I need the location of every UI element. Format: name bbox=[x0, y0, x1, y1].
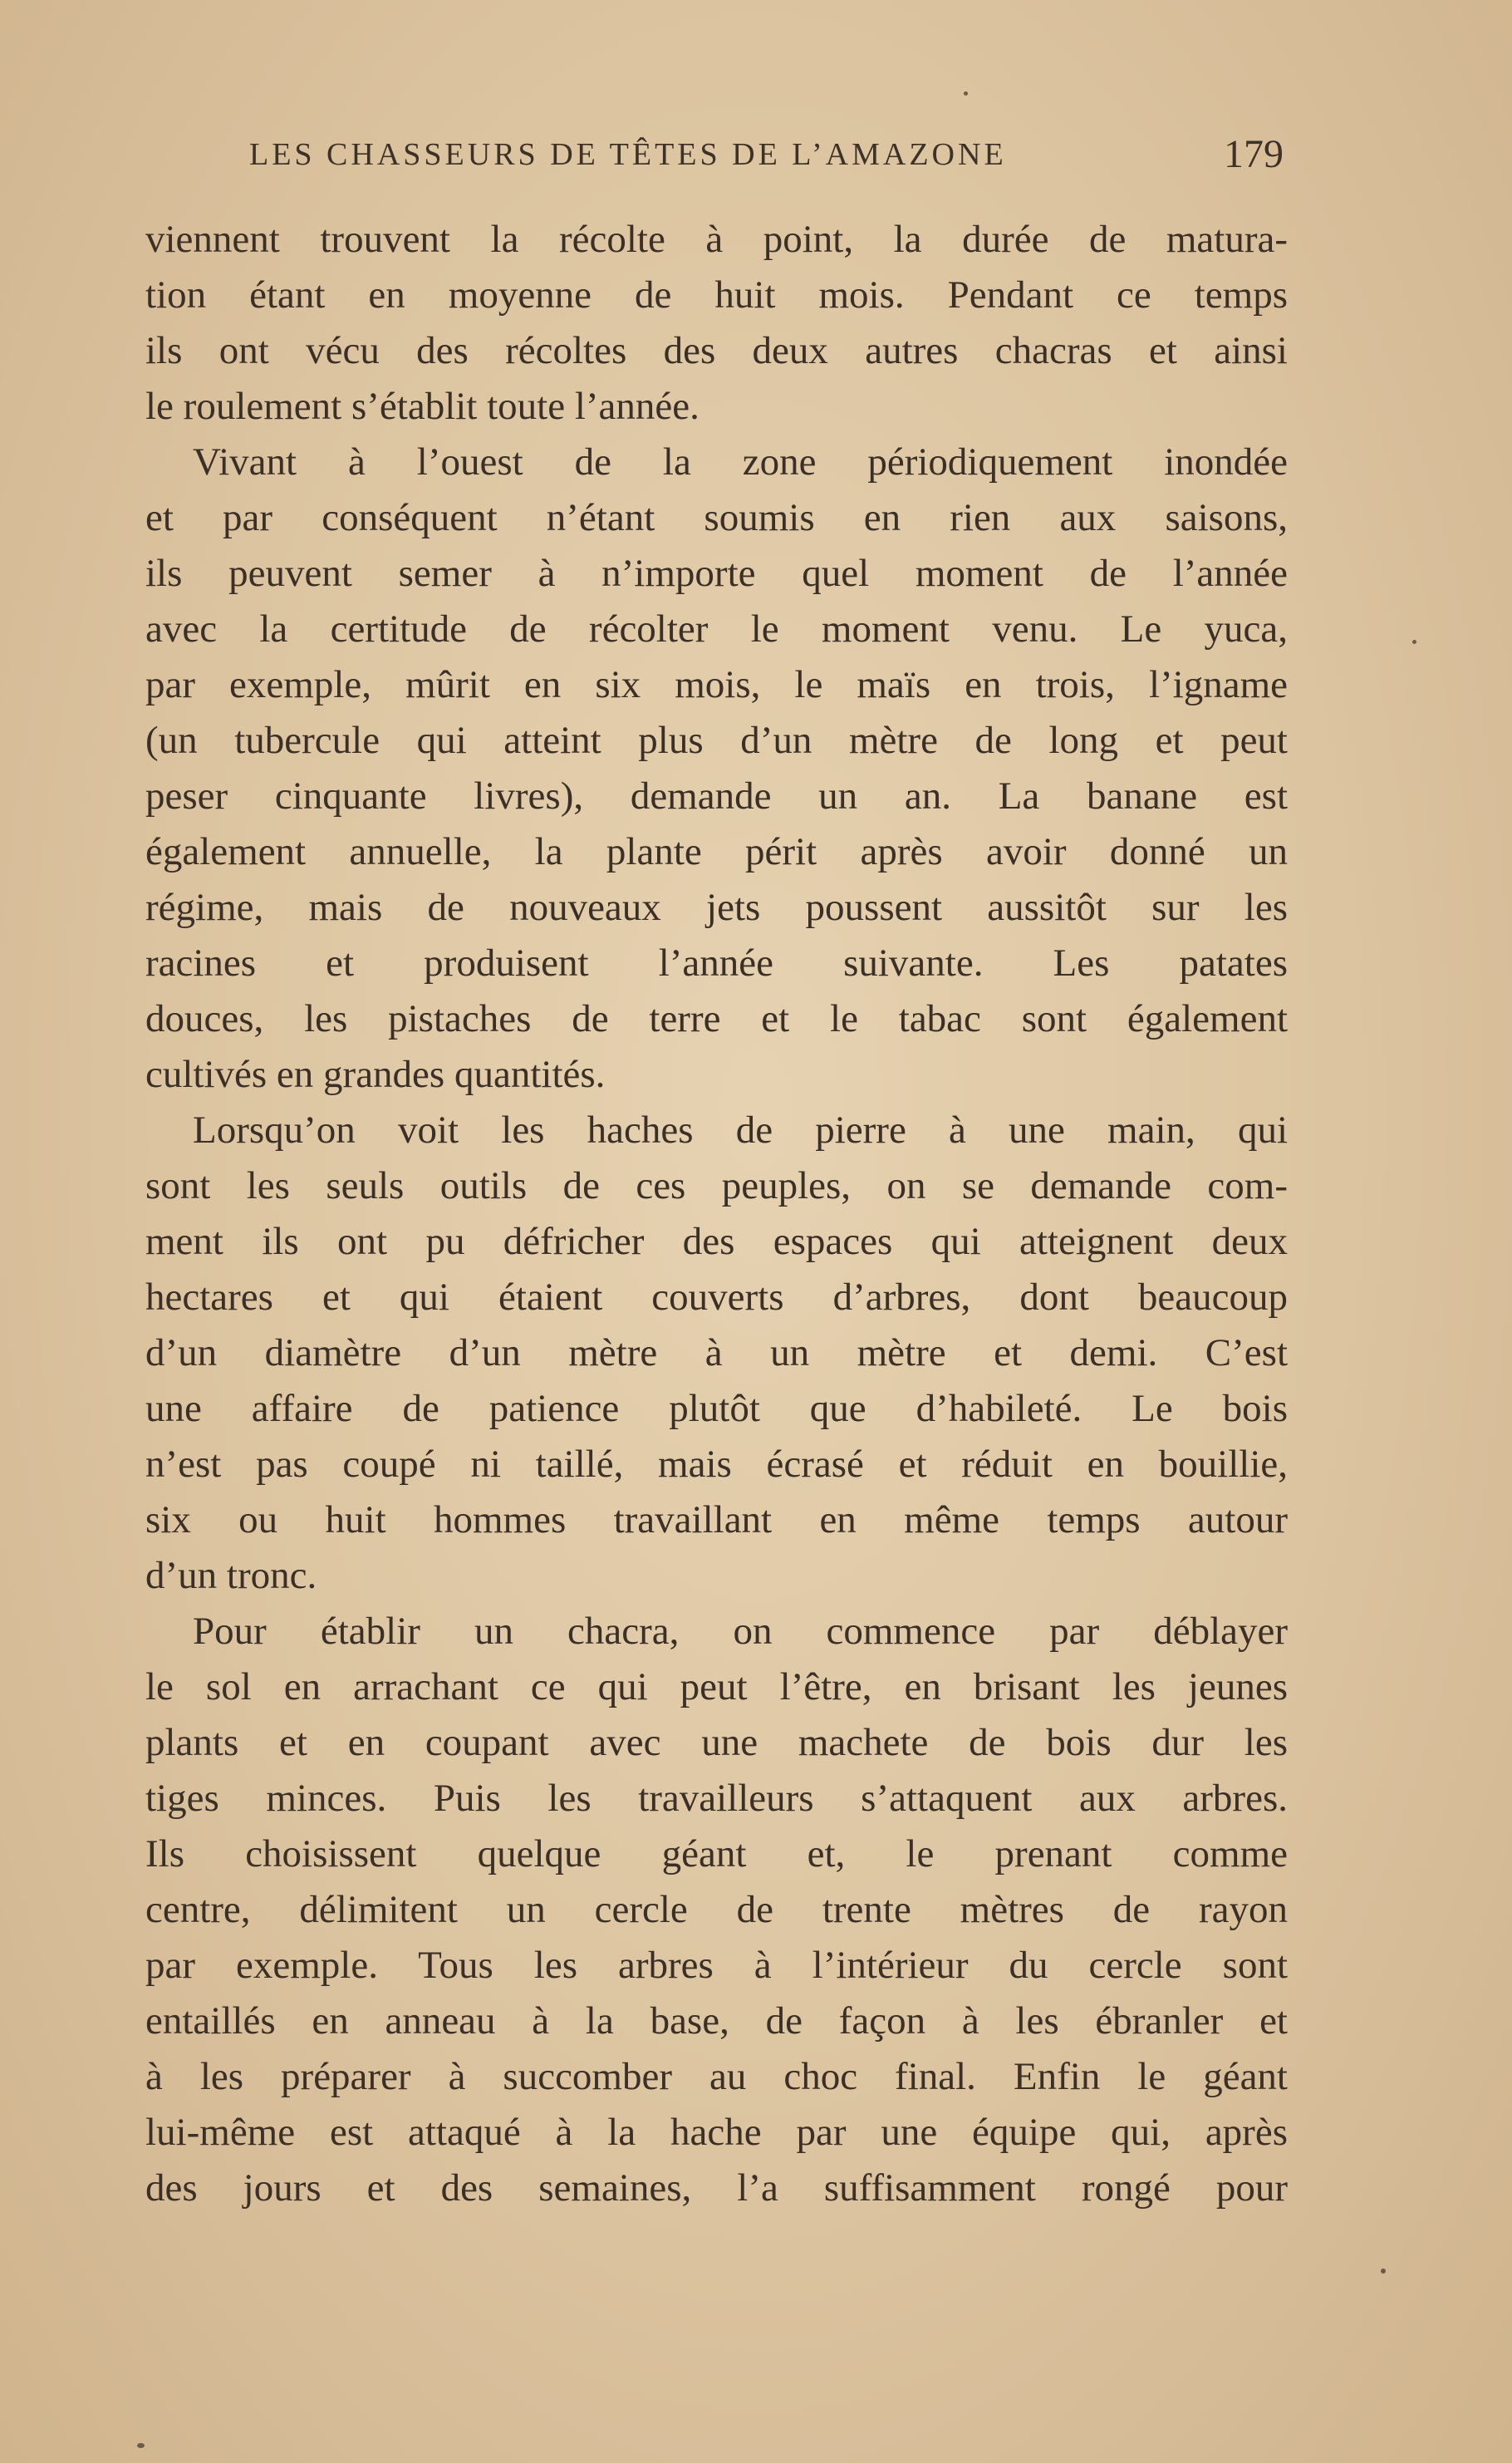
text-line: par exemple. Tous les arbres à l’intérieur du cercle sont bbox=[145, 1944, 1288, 1987]
text-line: douces, les pistaches de terre et le tabac sont également bbox=[145, 997, 1288, 1040]
text-line: ils ont vécu des récoltes des deux autres chacras et ainsi bbox=[145, 329, 1288, 372]
paragraph-first-line: Lorsqu’on voit les haches de pierre à une main, qui bbox=[193, 1109, 1288, 1152]
text-line: six ou huit hommes travaillant en même temps autour bbox=[145, 1498, 1288, 1541]
paper-speck bbox=[137, 2443, 145, 2448]
text-line: hectares et qui étaient couverts d’arbres, dont beaucoup bbox=[145, 1276, 1288, 1319]
text-line: plants et en coupant avec une machete de bois dur les bbox=[145, 1721, 1288, 1764]
text-line: entaillés en anneau à la base, de façon à les ébranler et bbox=[145, 1999, 1288, 2043]
text-line: Ils choisissent quelque géant et, le prenant comme bbox=[145, 1832, 1288, 1876]
text-line: une affaire de patience plutôt que d’habileté. Le bois bbox=[145, 1387, 1288, 1430]
text-line: racines et produisent l’année suivante. Les patates bbox=[145, 941, 1288, 985]
text-line: avec la certitude de récolter le moment venu. Le yuca, bbox=[145, 607, 1288, 651]
text-line: ils peuvent semer à n’importe quel moment de l’année bbox=[145, 552, 1288, 595]
text-line: n’est pas coupé ni taillé, mais écrasé et réduit en bouillie, bbox=[145, 1443, 1288, 1486]
paragraph-first-line: Vivant à l’ouest de la zone périodiquement inondée bbox=[193, 440, 1288, 484]
text-line: sont les seuls outils de ces peuples, on se demande com- bbox=[145, 1164, 1288, 1207]
text-line: régime, mais de nouveaux jets poussent aussitôt sur les bbox=[145, 886, 1288, 929]
text-line: (un tubercule qui atteint plus d’un mètre de long et peut bbox=[145, 719, 1288, 762]
text-line: le roulement s’établit toute l’année. bbox=[145, 385, 700, 428]
paper-speck bbox=[1412, 640, 1416, 644]
text-line: à les préparer à succomber au choc final. Enfin le géant bbox=[145, 2055, 1288, 2098]
text-line: ment ils ont pu défricher des espaces qui atteignent deux bbox=[145, 1220, 1288, 1263]
text-line: peser cinquante livres), demande un an. La banane est bbox=[145, 774, 1288, 818]
text-line: tiges minces. Puis les travailleurs s’attaquent aux arbres. bbox=[145, 1777, 1288, 1820]
running-head bbox=[249, 131, 1284, 181]
text-line: également annuelle, la plante périt après avoir donné un bbox=[145, 830, 1288, 873]
page-number: 179 bbox=[1224, 132, 1284, 176]
text-line: lui-même est attaqué à la hache par une équipe qui, après bbox=[145, 2111, 1288, 2154]
text-line: viennent trouvent la récolte à point, la durée de matura- bbox=[145, 218, 1288, 261]
text-line: centre, délimitent un cercle de trente mètres de rayon bbox=[145, 1888, 1288, 1931]
text-line: cultivés en grandes quantités. bbox=[145, 1053, 606, 1096]
text-line: des jours et des semaines, l’a suffisamment rongé pour bbox=[145, 2166, 1288, 2210]
paper-speck bbox=[1381, 2269, 1386, 2274]
text-line: le sol en arrachant ce qui peut l’être, en brisant les jeunes bbox=[145, 1665, 1288, 1708]
paragraph-first-line: Pour établir un chacra, on commence par déblayer bbox=[193, 1610, 1288, 1653]
paper-speck bbox=[964, 91, 968, 96]
text-line: et par conséquent n’étant soumis en rien aux saisons, bbox=[145, 496, 1288, 539]
text-line: d’un tronc. bbox=[145, 1554, 317, 1597]
text-line: par exemple, mûrit en six mois, le maïs en trois, l’igname bbox=[145, 663, 1288, 706]
running-title: LES CHASSEURS DE TÊTES DE L’AMAZONE bbox=[249, 137, 1007, 172]
text-line: d’un diamètre d’un mètre à un mètre et demi. C’est bbox=[145, 1331, 1288, 1374]
text-line: tion étant en moyenne de huit mois. Pendant ce temps bbox=[145, 273, 1288, 317]
